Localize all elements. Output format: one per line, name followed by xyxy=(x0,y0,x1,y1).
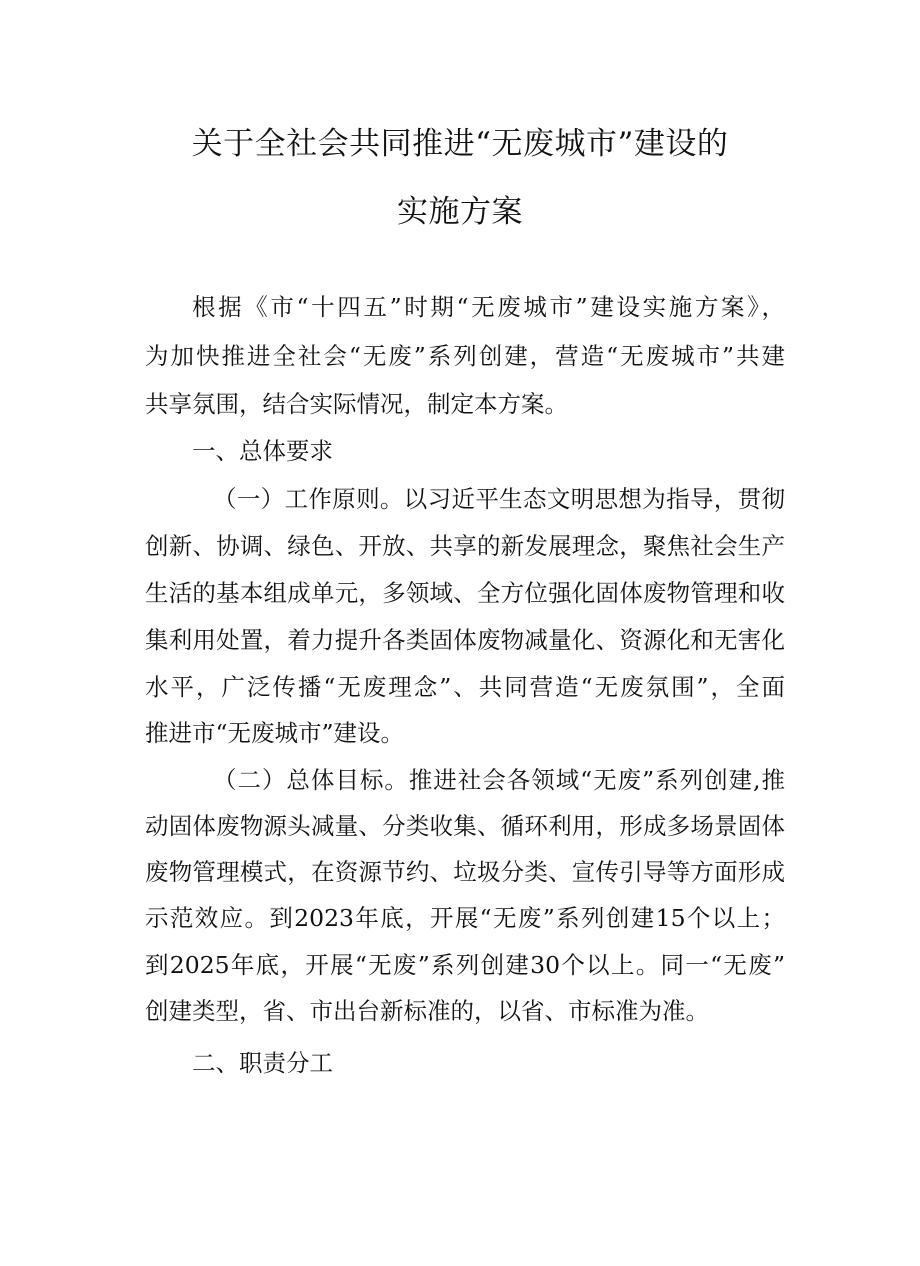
document-title-line-1: 关于全社会共同推进“无废城市”建设的 xyxy=(191,126,729,162)
section-heading-overall-requirements: 一、总体要求 xyxy=(192,437,333,465)
intro-line: 根据《市“十四五”时期“无废城市”建设实施方案》， xyxy=(192,293,785,321)
principle-line: （一）工作原则。以习近平生态文明思想为指导，贯彻 xyxy=(213,485,785,513)
goal-line: （二）总体目标。推进社会各领域“无废”系列创建,推 xyxy=(213,766,785,794)
principle-line: 创新、协调、绿色、开放、共享的新发展理念，聚焦社会生产 xyxy=(145,532,785,560)
goal-line: 示范效应。到2023年底，开展“无废”系列创建15个以上； xyxy=(145,904,785,932)
goal-line: 废物管理模式，在资源节约、垃圾分类、宣传引导等方面形成 xyxy=(145,858,785,886)
document-title-line-2: 实施方案 xyxy=(397,194,523,230)
section-heading-division-of-duties: 二、职责分工 xyxy=(192,1049,333,1077)
intro-line: 为加快推进全社会“无废”系列创建，营造“无废城市”共建 xyxy=(145,342,785,370)
principle-line: 集利用处置，着力提升各类固体废物减量化、资源化和无害化 xyxy=(145,626,785,654)
principle-line: 推进市“无废城市”建设。 xyxy=(145,719,405,747)
intro-line: 共享氛围，结合实际情况，制定本方案。 xyxy=(145,390,568,418)
principle-line: 水平，广泛传播“无废理念”、共同营造“无废氛围”，全面 xyxy=(145,673,785,701)
principle-line: 生活的基本组成单元，多领域、全方位强化固体废物管理和收 xyxy=(145,579,785,607)
goal-line: 动固体废物源头减量、分类收集、循环利用，形成多场景固体 xyxy=(145,812,785,840)
goal-line: 创建类型，省、市出台新标准的，以省、市标准为准。 xyxy=(145,997,709,1025)
goal-line: 到2025年底，开展“无废”系列创建30个以上。同一“无废” xyxy=(145,951,785,979)
